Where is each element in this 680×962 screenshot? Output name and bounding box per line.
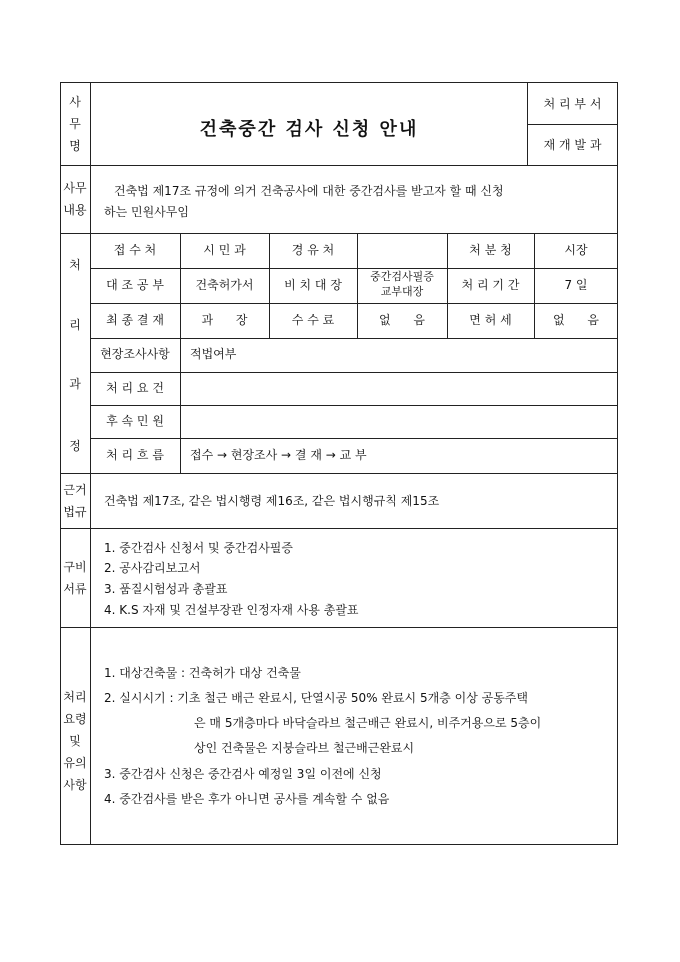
notes-label: 처리 요령 및 유의 사항 — [63, 690, 87, 792]
affairs-text-line2: 하는 민원사무임 — [104, 205, 189, 219]
requirements-label: 처 리 요 건 — [106, 381, 164, 395]
divider — [90, 438, 618, 439]
divider — [60, 627, 618, 628]
table-cell: 과 장 — [201, 313, 248, 327]
affairs-text-line1: 건축법 제17조 규정에 의거 건축공사에 대한 중간검사를 받고자 할 때 신청 — [114, 184, 504, 198]
divider — [90, 303, 618, 304]
docs-label: 구비 서류 — [63, 560, 87, 596]
notes-line-3: 은 매 5개층마다 바닥슬라브 철근배근 완료시, 비주거용으로 5층이 — [194, 716, 542, 730]
process-label-3: 과 — [69, 377, 81, 391]
notes-line-5: 3. 중간검사 신청은 중간검사 예정일 3일 이전에 신청 — [104, 767, 382, 781]
table-cell: 7 일 — [564, 278, 588, 292]
process-label-2: 리 — [69, 318, 81, 332]
flow-label: 처 리 흐 름 — [106, 448, 164, 462]
table-cell: 시장 — [564, 243, 588, 257]
divider — [90, 268, 618, 269]
notes-line-6: 4. 중간검사를 받은 후가 아니면 공사를 계속할 수 없음 — [104, 792, 390, 806]
divider — [60, 528, 618, 529]
divider — [90, 405, 618, 406]
dept-value: 재 개 발 과 — [543, 138, 602, 152]
table-cell: 대 조 공 부 — [106, 278, 164, 292]
divider — [60, 165, 618, 166]
table-cell: 수 수 료 — [291, 313, 335, 327]
dept-label: 처 리 부 서 — [543, 97, 602, 111]
divider — [90, 82, 91, 845]
notes-line-1: 1. 대상건축물 : 건축허가 대상 건축물 — [104, 666, 301, 680]
divider — [90, 372, 618, 373]
table-cell: 최 종 결 재 — [106, 313, 164, 327]
list-item: 3. 품질시험성과 총괄표 — [104, 582, 228, 596]
law-text: 건축법 제17조, 같은 법시행령 제16조, 같은 법시행규칙 제15조 — [104, 494, 440, 508]
divider — [527, 124, 618, 125]
list-item: 2. 공사감리보고서 — [104, 561, 201, 575]
table-cell: 시 민 과 — [203, 243, 246, 257]
follow-up-label: 후 속 민 원 — [106, 414, 164, 428]
table-cell: 없 음 — [552, 313, 600, 327]
law-label: 근거 법규 — [63, 483, 87, 519]
list-item: 4. K.S 자재 및 건설부장관 인정자재 사용 총괄표 — [104, 603, 359, 617]
affairs-label: 사무 내용 — [63, 181, 87, 217]
divider — [90, 338, 618, 339]
divider — [180, 233, 181, 473]
table-cell: 교부대장 — [380, 285, 424, 298]
table-cell: 없 음 — [378, 313, 426, 327]
table-cell: 접 수 처 — [113, 243, 157, 257]
divider — [60, 473, 618, 474]
page-title: 건축중간 검사 신청 안내 — [199, 119, 419, 140]
table-cell: 면 허 세 — [469, 313, 512, 327]
notes-line-4: 상인 건축물은 지붕슬라브 철근배근완료시 — [194, 741, 415, 755]
process-label-4: 정 — [69, 439, 81, 453]
table-cell: 건축허가서 — [195, 278, 254, 292]
site-survey-label: 현장조사사항 — [100, 347, 170, 361]
table-cell: 중간검사필증 — [370, 270, 434, 283]
table-cell: 경 유 처 — [291, 243, 335, 257]
table-cell: 비 치 대 장 — [284, 278, 342, 292]
site-survey-value: 적법여부 — [190, 347, 237, 361]
notes-line-2: 2. 실시시기 : 기초 철근 배근 완료시, 단열시공 50% 완료시 5개층 이상 공동주택 — [104, 691, 528, 705]
table-cell: 처 분 청 — [469, 243, 512, 257]
header-left-label: 사 무 명 — [69, 95, 81, 153]
flow-value: 접수 → 현장조사 → 결 재 → 교 부 — [190, 448, 367, 462]
table-cell: 처 리 기 간 — [461, 278, 520, 292]
list-item: 1. 중간검사 신청서 및 중간검사필증 — [104, 541, 293, 555]
process-label-1: 처 — [69, 258, 81, 272]
